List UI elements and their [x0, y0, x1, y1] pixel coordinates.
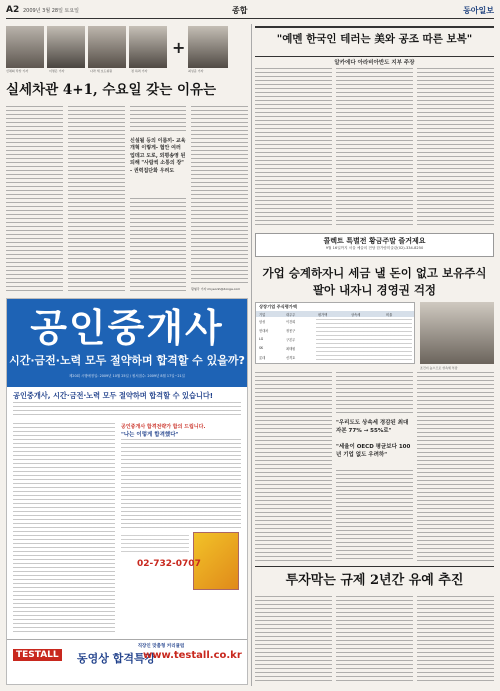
col-header: 대주주 — [286, 313, 296, 317]
body-text — [255, 372, 332, 562]
body-text — [336, 596, 413, 684]
body-text — [6, 106, 63, 292]
photo-caption: 최성준 기자 — [188, 69, 204, 73]
person-photo — [420, 302, 494, 364]
photo-caption: 조건이 높으므로 상속세 부담 — [420, 366, 458, 370]
page-number: A2 — [6, 5, 20, 15]
col-header: 기업 — [259, 313, 266, 317]
table-cell: LG — [259, 337, 264, 341]
ad-quote: "나는 이렇게 합격했다" — [121, 432, 179, 438]
ad-brand-logo: TESTALL — [13, 649, 62, 661]
body-text — [68, 106, 125, 292]
body-text — [417, 68, 494, 228]
masthead — [6, 4, 494, 18]
photo-caption: 정 하려 기자 — [131, 69, 148, 73]
table-cell: 현대차 — [259, 329, 269, 333]
byline: 황형각 기자 miyeonh@donga.com — [191, 287, 241, 291]
ad-title: 공인중개사 — [30, 306, 224, 350]
table-header — [256, 311, 414, 317]
exhibition-sub: 9월 16일까지 서울 예술의 전당 한가람미술관(02)-334-8250 — [325, 246, 424, 250]
story-divider — [255, 566, 494, 567]
table-cell: 삼성 — [259, 320, 266, 324]
ad-body-text — [13, 402, 241, 418]
left-headline: 실세차관 4+1, 수요일 갖는 이유는 — [6, 82, 217, 98]
ad-phone[interactable]: 02-732-0707 — [137, 559, 201, 569]
portrait — [188, 26, 228, 68]
masthead-rule — [6, 18, 494, 19]
right-headline: "예멘 한국인 테러는 美와 공조 따른 보복" — [276, 33, 473, 45]
body-text — [336, 470, 413, 562]
col-header: 상속세 — [351, 313, 361, 317]
table-cell: 신격호 — [286, 356, 296, 360]
table-cell: 최태원 — [286, 347, 296, 351]
body-text — [130, 106, 186, 134]
stock-table — [255, 302, 415, 364]
right-bottom-headline: 투자막는 규제 2년간 유예 추진 — [285, 573, 464, 588]
exhibition-ad — [255, 233, 494, 257]
table-cell: 구본무 — [286, 338, 296, 342]
ad-exam-info: 제20회 시행예정일: 2009년 10월 25일 / 원서접수: 2009년 8월 17일~21일 — [69, 374, 185, 378]
ad-heading: 공인중개사 합격전략가 합의 드립니다. — [121, 424, 206, 430]
ad-divider — [7, 639, 247, 640]
pull-quote: "우리도도 상속세 경감된 최대 자본 77% → 55%로" — [336, 420, 409, 434]
realtor-ad — [6, 298, 248, 685]
portrait — [88, 26, 126, 68]
left-subhead: 신설될 등의 이름끼- 교육개혁 이렇게- 협안 여러 업데고 도로, 외평송영 된 되해 "사람씩 소통의 장" - 권력집단화 우려도 — [130, 138, 186, 174]
portrait — [47, 26, 85, 68]
body-text — [255, 68, 332, 228]
ad-body-text — [13, 423, 115, 633]
ad-lead: 공인중개사, 시간·금전·노력 모두 절약하며 합격할 수 있습니다! — [13, 391, 214, 400]
photo-caption: 신채희 탁상 기자 — [6, 69, 29, 73]
col-header: 비율 — [386, 313, 393, 317]
portrait — [6, 26, 44, 68]
portrait-row — [6, 26, 248, 78]
col-header: 평가액 — [318, 313, 328, 317]
table-cell: SK — [259, 346, 264, 350]
body-text — [336, 68, 413, 228]
table-cell: 롯데 — [259, 356, 266, 360]
table-lines — [316, 319, 412, 361]
ad-body-text — [121, 535, 189, 555]
table-title: 상장기업 주식평가액 — [259, 304, 297, 309]
ad-tagline: 시간·금전·노력 모두 절약하며 합격할 수 있을까? — [9, 354, 245, 367]
right-headline-box — [255, 26, 494, 57]
issue-date: 2009년 3월 28일 토요일 — [23, 8, 80, 14]
body-text — [191, 106, 248, 286]
paper-logo: 동아일보 — [463, 5, 494, 15]
section-name: 종합 — [232, 6, 248, 15]
ad-url-link[interactable]: www.testall.co.kr — [143, 650, 242, 661]
column-separator — [251, 24, 252, 686]
body-text — [336, 372, 413, 416]
photo-caption: 나라 세 보도위원 — [90, 69, 113, 73]
table-cell: 이건희 — [286, 320, 296, 324]
right-mid-headline: 가업 승계하자니 세금 낼 돈이 없고 보유주식 팔아 내자니 경영권 걱정 — [262, 266, 487, 297]
body-text — [130, 198, 186, 292]
exhibition-title: 콜렉트 특별전 황금주말 즐거제요 — [323, 237, 426, 245]
ad-bottom-line: 직장인 맞춤형 커리큘럼 — [137, 644, 185, 649]
ad-body-text — [121, 439, 241, 529]
plus-icon: + — [172, 38, 186, 57]
body-text — [417, 596, 494, 684]
table-cell: 정몽구 — [286, 329, 296, 333]
ad-bottom-title: 동영상 합격특강 — [77, 652, 156, 665]
pull-quote: "세율이 OECD 평균보다 100년 기업 없도 우려하" — [336, 444, 411, 458]
right-subhead: 알카에다 아라비아반도 지부 주장 — [334, 60, 415, 66]
body-text — [417, 372, 494, 562]
body-text — [255, 596, 332, 684]
photo-caption: 이명은 기자 — [49, 69, 65, 73]
portrait — [129, 26, 167, 68]
